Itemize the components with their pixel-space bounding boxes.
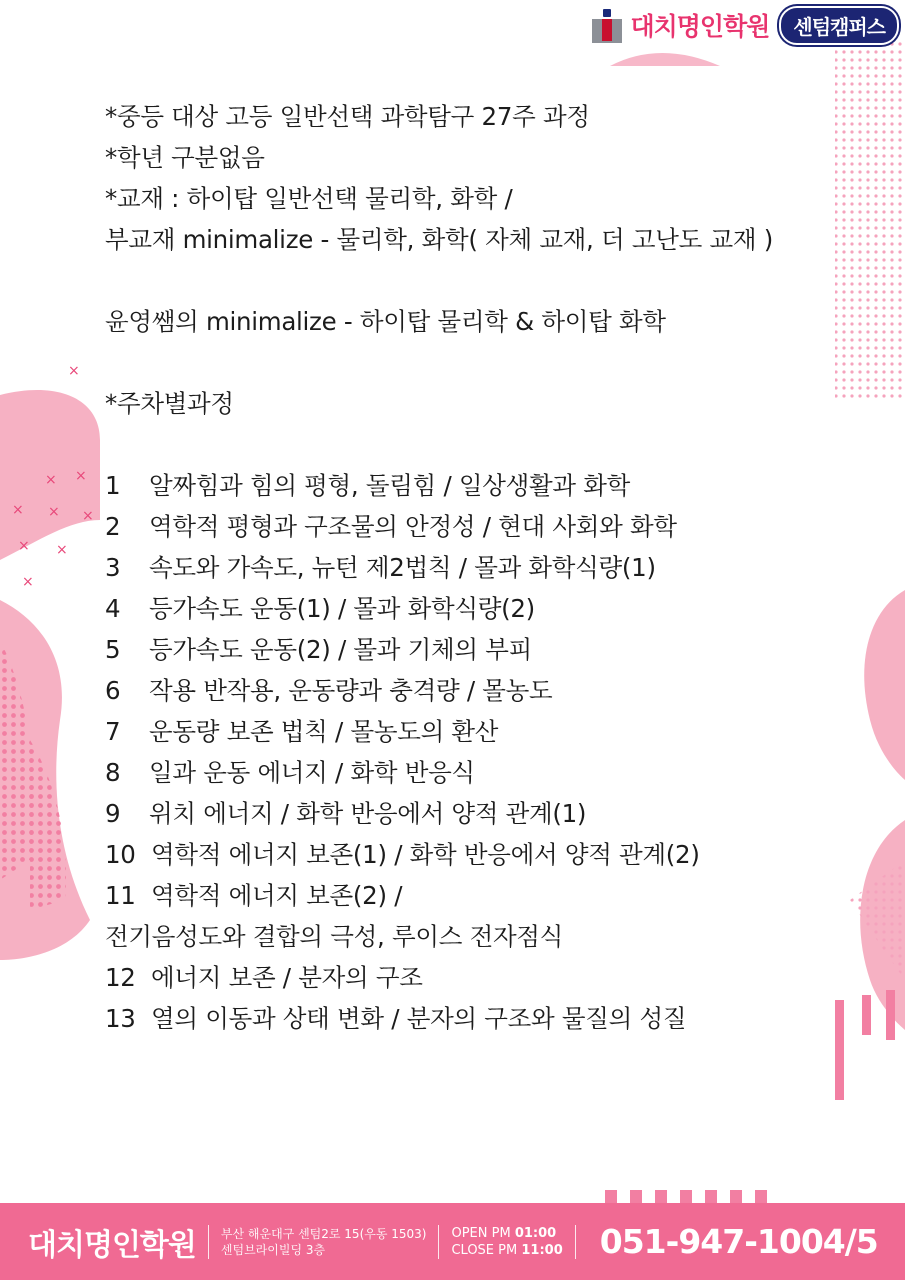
svg-text:×: × xyxy=(12,502,24,518)
course-description xyxy=(105,96,865,1039)
footer-phone: 051-947-1004/5 xyxy=(599,1222,878,1261)
list-item: 6 작용 반작용, 운동량과 충격량 / 몰농도 xyxy=(105,676,553,705)
intro-line: 윤영쌤의 minimalize - 하이탑 물리학 & 하이탑 화학 xyxy=(105,307,666,336)
svg-text:×: × xyxy=(48,504,60,520)
svg-text:×: × xyxy=(56,542,68,558)
svg-text:×: × xyxy=(45,472,57,488)
footer xyxy=(0,1203,905,1280)
svg-text:×: × xyxy=(22,574,34,590)
brand-logo-icon xyxy=(592,7,622,43)
list-item: 11 역학적 에너지 보존(2) / xyxy=(105,881,403,910)
list-item: 4 등가속도 운동(1) / 몰과 화학식량(2) xyxy=(105,594,535,623)
intro-line: 부교재 minimalize - 물리학, 화학( 자체 교재, 더 고난도 교재 ) xyxy=(105,225,773,254)
list-item: 8 일과 운동 에너지 / 화학 반응식 xyxy=(105,758,475,787)
list-item-continuation: 전기음성도와 결합의 극성, 루이스 전자점식 xyxy=(105,922,564,951)
intro-line: *학년 구분없음 xyxy=(105,143,265,172)
svg-text:×: × xyxy=(68,363,80,379)
footer-hours: OPEN PM 01:00 CLOSE PM 11:00 xyxy=(451,1225,563,1258)
list-item: 13 열의 이동과 상태 변화 / 분자의 구조와 물질의 성질 xyxy=(105,1004,687,1033)
footer-brand: 대치명인학원 xyxy=(28,1227,196,1263)
list-item: 3 속도와 가속도, 뉴턴 제2법칙 / 몰과 화학식량(1) xyxy=(105,553,656,582)
list-item: 1 알짜힘과 힘의 평형, 돌림힘 / 일상생활과 화학 xyxy=(105,471,630,500)
schedule-heading: *주차별과정 xyxy=(105,389,234,418)
svg-text:×: × xyxy=(75,468,87,484)
list-item: 12 에너지 보존 / 분자의 구조 xyxy=(105,963,423,992)
svg-text:×: × xyxy=(82,508,94,524)
list-item: 5 등가속도 운동(2) / 몰과 기체의 부피 xyxy=(105,635,532,664)
list-item: 10 역학적 에너지 보존(1) / 화학 반응에서 양적 관계(2) xyxy=(105,840,700,869)
brand-name: 대치명인학원 xyxy=(630,12,770,41)
week-list xyxy=(105,465,865,1039)
header xyxy=(592,4,899,46)
divider xyxy=(438,1225,439,1259)
divider xyxy=(575,1225,576,1259)
list-item: 9 위치 에너지 / 화학 반응에서 양적 관계(1) xyxy=(105,799,587,828)
campus-badge: 센텀캠퍼스 xyxy=(779,6,899,45)
svg-text:×: × xyxy=(18,538,30,554)
list-item: 2 역학적 평형과 구조물의 안정성 / 현대 사회와 화학 xyxy=(105,512,677,541)
intro-line: *중등 대상 고등 일반선택 과학탐구 27주 과정 xyxy=(105,102,590,131)
divider xyxy=(208,1225,209,1259)
intro-line: *교재 : 하이탑 일반선택 물리학, 화학 / xyxy=(105,184,513,213)
list-item: 7 운동량 보존 법칙 / 몰농도의 환산 xyxy=(105,717,499,746)
footer-address: 부산 해운대구 센텀2로 15(우동 1503) 센텀브라이빌딩 3층 xyxy=(220,1226,427,1257)
